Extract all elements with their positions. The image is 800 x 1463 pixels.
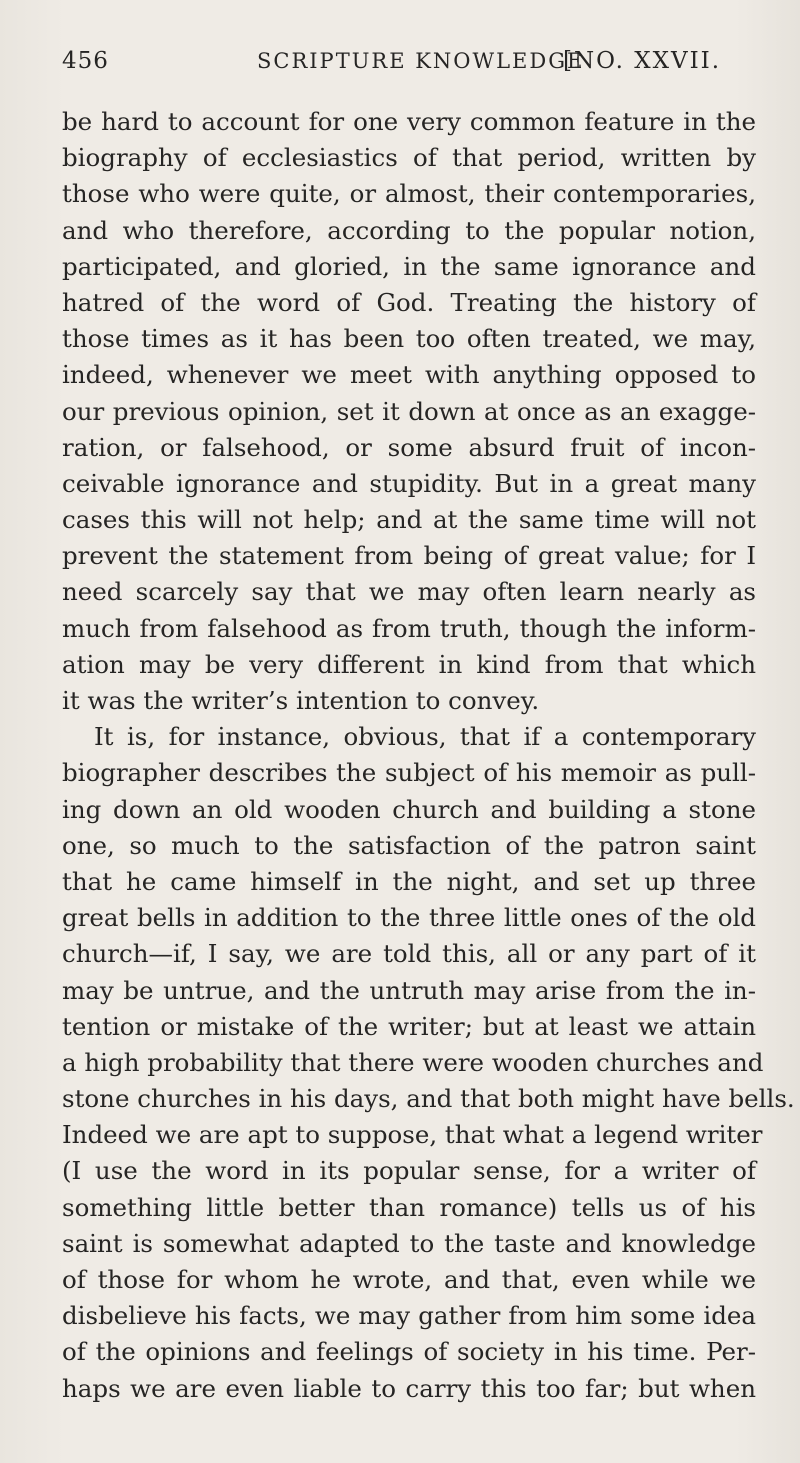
text-line: indeed, whenever we meet with anything opposed to (62, 360, 756, 390)
paragraph-2 (62, 719, 795, 1407)
text-line: need scarcely say that we may often learn nearly as (62, 577, 756, 607)
text-line: great bells in addition to the three little ones of the old (62, 903, 756, 933)
text-line: It is, for instance, obvious, that if a contemporary (94, 722, 756, 752)
text-line: our previous opinion, set it down at once as an exagge- (62, 396, 756, 426)
text-line: that he came himself in the night, and set up three (62, 866, 756, 896)
text-line: ing down an old wooden church and building a stone (62, 794, 756, 824)
text-line: tention or mistake of the writer; but at least we attain (62, 1011, 756, 1041)
text-line: of those for whom he wrote, and that, even while we (62, 1265, 756, 1294)
text-line: biography of ecclesiastics of that period, written by (62, 143, 756, 173)
text-line: ceivable ignorance and stupidity. But in a great many (62, 468, 756, 498)
text-line: Indeed we are apt to suppose, that what a legend writer (62, 1120, 763, 1150)
text-line: a high probability that there were wooden churches and (62, 1047, 764, 1077)
text-line: those times as it has been too often treated, we may, (62, 324, 756, 354)
text-line: prevent the statement from being of great value; for I (62, 541, 756, 571)
body-text (62, 104, 795, 1407)
text-line: may be untrue, and the untruth may arise from the in- (62, 975, 756, 1005)
text-line: one, so much to the satisfaction of the patron saint (62, 830, 756, 860)
running-title: SCRIPTURE KNOWLEDGE (257, 49, 585, 73)
text-line: ration, or falsehood, or some absurd fruit of incon- (62, 432, 756, 462)
text-line: participated, and gloried, in the same ignorance and (62, 251, 756, 281)
text-line: biographer describes the subject of his memoir as pull- (62, 758, 756, 788)
text-line: and who therefore, according to the popular notion, (62, 215, 756, 245)
text-line: church—if, I say, we are told this, all or any part of it (62, 939, 756, 969)
text-line: disbelieve his facts, we may gather from him some idea (62, 1301, 756, 1331)
text-line: cases this will not help; and at the same time will not (62, 505, 756, 535)
issue-number: [NO. XXVII. (563, 48, 722, 74)
text-line: of the opinions and feelings of society in his time. Per- (62, 1337, 756, 1367)
text-line: much from falsehood as from truth, though the inform- (62, 613, 756, 643)
text-line: those who were quite, or almost, their contemporaries, (62, 179, 756, 209)
paragraph-1 (62, 104, 756, 719)
text-line: (I use the word in its popular sense, for a writer of (62, 1156, 756, 1186)
text-line: ation may be very different in kind from that which (62, 649, 756, 679)
text-line: stone churches in his days, and that both might have bells. (62, 1084, 795, 1114)
text-line: it was the writer’s intention to convey. (62, 686, 540, 715)
page-header (62, 48, 756, 88)
page-number: 456 (62, 48, 109, 74)
text-line: hatred of the word of God. Treating the history of (62, 287, 756, 317)
text-line: something little better than romance) tells us of his (62, 1192, 756, 1222)
text-line: haps we are even liable to carry this too far; but when (62, 1373, 756, 1403)
text-line: saint is somewhat adapted to the taste and knowledge (62, 1228, 756, 1258)
text-line: be hard to account for one very common feature in the (62, 107, 756, 136)
